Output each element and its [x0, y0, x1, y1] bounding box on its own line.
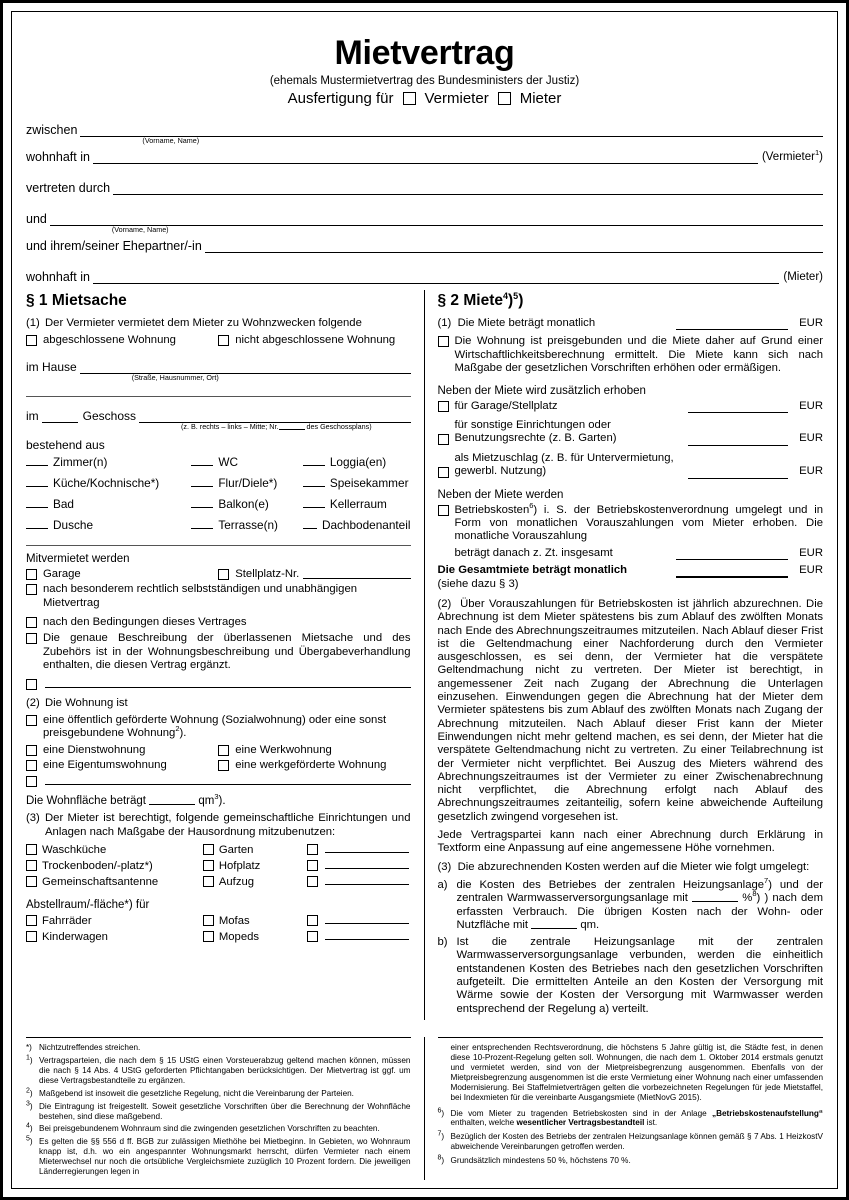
footnote-ref-3: 3	[214, 792, 219, 802]
room-label: Balkon(e)	[218, 496, 269, 511]
footnote-mark: $^4$)	[26, 1122, 33, 1134]
footnote-item	[26, 1043, 411, 1053]
option-gemeinschaftsantenne[interactable]	[26, 875, 203, 889]
label-im-hause: im Hause	[26, 359, 77, 374]
option-betriebskosten[interactable]	[438, 500, 824, 544]
column-left	[26, 290, 425, 1020]
checkbox-gemeinschaft-freitext-2[interactable]	[307, 860, 318, 871]
label-nicht-abgeschlossene-wohnung: nicht abgeschlossene Wohnung	[235, 334, 396, 347]
input-wohnung-freitext[interactable]	[45, 774, 411, 785]
option-aufzug[interactable]	[203, 875, 307, 889]
copy-label: Ausfertigung für	[287, 90, 394, 107]
label-eigener-mietvertrag: nach besonderem rechtlich selbstständigen und unabhängigen Mietvertrag	[43, 583, 358, 609]
room-kellerraum[interactable]	[303, 497, 411, 512]
tag-mieter: (Mieter)	[783, 271, 823, 283]
footnote-text: Maßgebend ist insoweit die gesetzliche Regelung, nicht die Vereinbarung der Parteien.	[39, 1088, 354, 1098]
checkbox-abstell-freitext-1[interactable]	[307, 915, 318, 926]
label-stellplatz: Stellplatz-Nr.	[235, 567, 300, 580]
room-label: Bad	[53, 496, 74, 511]
input-room-count	[26, 521, 48, 529]
input-zwischen[interactable]	[80, 123, 823, 145]
paragraph-number-1: (1)	[26, 317, 40, 329]
label-kinderwagen: Kinderwagen	[42, 931, 108, 944]
checkbox-wohnung-freitext[interactable]	[26, 776, 37, 787]
option-preisgebunden[interactable]	[438, 335, 824, 375]
label-fahrraeder: Fahrräder	[42, 915, 92, 928]
input-abstell-freitext-1[interactable]	[325, 914, 409, 924]
room-loggia[interactable]	[303, 455, 411, 470]
input-geschoss-lage[interactable]	[139, 409, 410, 431]
footnote-text: Die Eintragung ist freigestellt. Soweit gesetzliche Vorschriften über die Berechnung der Wohnfläche bestehen, sind diese maßgebend.	[39, 1101, 411, 1121]
option-nicht-abgeschlossene-wohnung[interactable]	[218, 334, 410, 347]
mitvermietet-garage-row	[26, 568, 411, 581]
checkbox-vermieter[interactable]	[403, 92, 416, 105]
unit-qm: qm	[198, 795, 215, 808]
label-neben-miete-erhoben: Neben der Miete wird zusätzlich erhoben	[437, 384, 646, 397]
room-wc[interactable]	[191, 455, 303, 470]
paragraph-text-2: Die Wohnung ist	[45, 696, 128, 709]
checkbox-mopeds[interactable]	[203, 931, 214, 942]
option-werkwohnung[interactable]	[218, 744, 410, 757]
section2-item-a	[437, 876, 824, 932]
checkbox-mofas[interactable]	[203, 915, 214, 926]
input-room-count	[303, 521, 317, 529]
footnote-mark: $^3$)	[26, 1099, 33, 1111]
section2-paragraph-2b: Jede Vertragspartei kann nach einer Abrechnung durch Erklärung in Textform eine Anpassung auf eine angemessene Höhe vornehmen.	[437, 829, 823, 855]
input-warmwasser-prozent[interactable]	[692, 893, 738, 902]
two-column-body	[26, 290, 823, 1020]
label-abstellraum: Abstellraum/-fläche*) für	[26, 899, 150, 912]
currency-eur: EUR	[799, 432, 823, 445]
field-wohnhaft-mieter	[26, 264, 823, 284]
divider-adresse	[26, 396, 411, 397]
currency-eur: EUR	[799, 546, 823, 559]
label-sozialwohnung: eine öffentlich geförderte Wohnung (Sozialwohnung) oder eine sonst preisgebundene Wohnung$^2$).	[43, 713, 387, 740]
currency-eur: EUR	[799, 399, 823, 412]
checkbox-trockenboden[interactable]	[26, 860, 37, 871]
room-label: Loggia(en)	[329, 454, 387, 469]
input-miete-monatlich[interactable]	[676, 318, 788, 330]
checkbox-gemeinschaftsantenne[interactable]	[26, 876, 37, 887]
wohnung-type-options	[26, 334, 411, 347]
footnote-item	[26, 1099, 411, 1122]
checkbox-mitvermietet-freitext[interactable]	[26, 679, 37, 690]
field-wohnflaeche: Die Wohnfläche beträgt $qm^3$).	[26, 792, 226, 808]
room-dachboden[interactable]	[303, 518, 411, 533]
hint-zwischen: (Vorname, Name)	[142, 136, 200, 145]
label-hofplatz: Hofplatz	[218, 860, 261, 873]
label-vertreten-durch: vertreten durch	[26, 181, 111, 195]
label-und: und	[26, 212, 47, 226]
option-abstell-freitext-2[interactable]	[307, 930, 411, 944]
footnote-text: Nichtzutreffendes streichen.	[39, 1043, 141, 1053]
field-miete-monatlich	[438, 317, 824, 330]
currency-eur: EUR	[799, 465, 823, 478]
label-ehepartner: und ihrem/seiner Ehepartner/-in	[26, 239, 202, 253]
input-room-count	[191, 458, 213, 466]
label-werkgefoerderte-wohnung: eine werkgeförderte Wohnung	[235, 759, 387, 772]
input-garage-stellplatz-betrag[interactable]	[688, 401, 788, 413]
footnote-mark: $^1$)	[26, 1054, 33, 1066]
label-abgeschlossene-wohnung: abgeschlossene Wohnung	[43, 334, 176, 347]
footnotes-columns	[26, 1037, 823, 1180]
room-label: Dachbodenanteil	[321, 517, 411, 532]
field-ehepartner	[26, 233, 823, 253]
checkbox-werkwohnung[interactable]	[218, 745, 229, 756]
option-abgeschlossene-wohnung[interactable]	[26, 334, 218, 347]
footnote-mark	[438, 1043, 451, 1102]
copy-option-vermieter: Vermieter	[424, 90, 489, 107]
rooms-row	[26, 455, 411, 470]
item-label-b: b)	[437, 936, 448, 949]
footnote-text: Bezüglich der Kosten des Betriebs der zentralen Heizungsanlage können gemäß § 7 Abs. 1 HeizkostV abweichende Vereinbarungen getroffen werden.	[450, 1132, 823, 1152]
label-mietzuschlag: als Mietzuschlag (z. B. für Untervermietung, gewerbl. Nutzung)	[454, 451, 674, 478]
option-eigentumswohnung[interactable]	[26, 759, 218, 772]
hint-geschoss: (z. B. rechts – links – Mitte; Nr. des Geschossplans)	[181, 421, 372, 431]
label-wohnflaeche: Die Wohnfläche beträgt	[26, 795, 146, 808]
field-vertreten-durch	[26, 175, 823, 195]
input-room-count	[26, 479, 48, 487]
room-label: Zimmer(n)	[53, 454, 108, 469]
option-waschkueche[interactable]	[26, 843, 203, 857]
option-gemeinschaft-freitext-2[interactable]	[307, 859, 411, 873]
paragraph-text-3: Der Mieter ist berechtigt, folgende gemeinschaftliche Einrichtungen und Anlagen nach Maßgabe der Hausordnung mitzubenutzen:	[45, 812, 411, 838]
option-mitvermietet-freitext[interactable]	[26, 677, 411, 690]
footnote-mark: $^5$)	[26, 1135, 33, 1147]
footnote-mark: $^6$)	[437, 1106, 445, 1118]
checkbox-abstell-freitext-2[interactable]	[307, 931, 318, 942]
label-im: im	[26, 408, 39, 423]
option-stellplatz[interactable]	[218, 568, 410, 581]
footnote-text-betriebskosten: Die vom Mieter zu tragenden Betriebskosten sind in der Anlage „Betriebskostenaufstellung“ enthalten, welche wesentlicher Vertragsbestandteil ist.	[450, 1108, 823, 1128]
checkbox-nicht-abgeschlossene-wohnung[interactable]	[218, 335, 229, 346]
checkbox-preisgebunden[interactable]	[438, 336, 449, 347]
section2-paragraph-3: (3) Die abzurechnenden Kosten werden auf die Mieter wie folgt umgelegt:	[437, 860, 810, 873]
rooms-grid	[26, 455, 411, 533]
field-zwischen	[26, 117, 823, 145]
field-gesamtmiete	[438, 564, 824, 577]
input-sonstige-einrichtungen-betrag[interactable]	[688, 434, 788, 446]
checkbox-sozialwohnung[interactable]	[26, 715, 37, 726]
input-ehepartner[interactable]	[205, 239, 823, 253]
label-preisgebunden: Die Wohnung ist preisgebunden und die Miete daher auf Grund einer Wirtschaftlichkeitsberechnung ermittelt. Die Miete kann sich nach Maßgabe der gesetzlichen Vorschriften erhöhen oder ermäßigen.	[454, 335, 823, 375]
footnote-mark: *)	[26, 1043, 32, 1053]
item-label-a: a)	[437, 878, 448, 891]
input-room-count	[191, 500, 213, 508]
label-garten: Garten	[218, 844, 254, 857]
note-gesamtmiete: (siehe dazu § 3)	[437, 577, 519, 590]
checkbox-stellplatz[interactable]	[218, 569, 229, 580]
footnote-item	[438, 1132, 824, 1152]
footnote-item	[437, 1106, 824, 1129]
label-wohnhaft-1: wohnhaft in	[26, 150, 90, 164]
gemeinschaft-row-3	[26, 875, 411, 889]
input-gemeinschaft-freitext-3[interactable]	[325, 875, 409, 885]
input-vertreten-durch[interactable]	[113, 181, 823, 195]
room-label: Küche/Kochnische*)	[53, 475, 160, 490]
input-mitvermietet-freitext[interactable]	[45, 677, 411, 688]
checkbox-gemeinschaft-freitext-1[interactable]	[307, 844, 318, 855]
section1-paragraph-1	[26, 317, 411, 330]
room-label: Terrasse(n)	[218, 517, 278, 532]
option-hofplatz[interactable]	[203, 859, 307, 873]
option-garten[interactable]	[203, 843, 307, 857]
room-zimmer[interactable]	[26, 455, 191, 470]
input-abstell-freitext-2[interactable]	[325, 930, 409, 940]
checkbox-mieter[interactable]	[498, 92, 511, 105]
gemeinschaft-row-2	[26, 859, 411, 873]
abstellraum-row-1	[26, 914, 411, 928]
input-wohnflaeche[interactable]	[149, 796, 195, 805]
checkbox-abgeschlossene-wohnung[interactable]	[26, 335, 37, 346]
room-label: Flur/Diele*)	[218, 475, 278, 490]
option-bedingungen-vertrag[interactable]	[26, 616, 411, 629]
label-aufzug: Aufzug	[218, 876, 255, 889]
checkbox-fahrraeder[interactable]	[26, 915, 37, 926]
field-wohnhaft-vermieter	[26, 144, 823, 164]
checkbox-sonstige-einrichtungen[interactable]	[438, 434, 449, 445]
option-dienstwohnung[interactable]	[26, 744, 218, 757]
checkbox-eigener-mietvertrag[interactable]	[26, 584, 37, 595]
footnote-divider-left	[26, 1037, 411, 1038]
label-betriebskosten: Betriebskosten$^6$) i. S. der Betriebskostenverordnung umgelegt und in Form von monatlichen Vorauszahlungen vom Mieter erhoben. Die monatliche Vorauszahlung	[454, 500, 823, 543]
input-room-count	[191, 521, 213, 529]
input-gemeinschaft-freitext-1[interactable]	[325, 843, 409, 853]
rooms-row	[26, 518, 411, 533]
section1-paragraph-3	[26, 812, 411, 839]
tag-vermieter: (Vermieter$^1$)	[761, 148, 823, 163]
abstellraum-row-2	[26, 930, 411, 944]
room-dusche[interactable]	[26, 518, 191, 533]
label-eigentumswohnung: eine Eigentumswohnung	[43, 759, 167, 772]
footnotes-right	[425, 1037, 824, 1180]
footnote-item	[26, 1124, 411, 1134]
input-room-count	[303, 458, 325, 466]
checkbox-aufzug[interactable]	[203, 876, 214, 887]
footnote-text: Grundsätzlich mindestens 50 %, höchstens 70 %.	[450, 1156, 631, 1166]
room-balkon[interactable]	[191, 497, 303, 512]
label-garage-stellplatz: für Garage/Stellplatz	[454, 399, 558, 412]
footnote-item	[26, 1056, 411, 1086]
input-wohnhaft-vermieter[interactable]	[93, 150, 758, 164]
label-gesamtmiete: Die Gesamtmiete beträgt monatlich	[437, 564, 628, 577]
option-gemeinschaft-freitext-1[interactable]	[307, 843, 411, 857]
page-subtitle: (ehemals Mustermietvertrag des Bundesministers der Justiz)	[269, 75, 580, 87]
input-gesamtmiete-betrag[interactable]	[676, 565, 788, 578]
section-1-heading: § 1 Mietsache	[26, 292, 127, 309]
label-werkwohnung: eine Werkwohnung	[235, 743, 332, 756]
gemeinschaft-row-1	[26, 843, 411, 857]
footnote-mark: $^7$)	[437, 1130, 445, 1142]
field-im-hause	[26, 354, 411, 382]
input-room-count	[303, 500, 325, 508]
input-mietzuschlag-betrag[interactable]	[688, 467, 788, 479]
rooms-row	[26, 497, 411, 512]
checkbox-dienstwohnung[interactable]	[26, 745, 37, 756]
option-mopeds[interactable]	[203, 930, 307, 944]
label-wohnungsbeschreibung: Die genaue Beschreibung der überlassenen Mietsache und des Zubehörs ist in der Wohnungsbeschreibung und Übergabeverhandlung enthalten, die diesen Vertrag ergänzt.	[43, 632, 411, 672]
paragraph-number-3: (3)	[26, 812, 40, 825]
footnote-mark: $^8$)	[437, 1154, 445, 1166]
input-room-count	[191, 479, 213, 487]
checkbox-garage-stellplatz[interactable]	[438, 401, 449, 412]
input-geschoss-nummer[interactable]	[42, 414, 78, 423]
hint-im-hause: (Straße, Hausnummer, Ort)	[131, 372, 219, 382]
field-geschoss	[26, 403, 411, 431]
paragraph-text-1: Der Vermieter vermietet dem Mieter zu Wohnzwecken folgende	[45, 317, 362, 329]
checkbox-betriebskosten[interactable]	[438, 505, 449, 516]
page-title: Mietvertrag	[334, 34, 515, 72]
label-gemeinschaftsantenne: Gemeinschaftsantenne	[42, 876, 159, 889]
room-speisekammer[interactable]	[303, 476, 411, 491]
input-vorauszahlung-betrag[interactable]	[676, 548, 788, 560]
label-bedingungen-vertrag: nach den Bedingungen dieses Vertrages	[43, 615, 247, 628]
field-vorauszahlung-gesamt	[438, 547, 824, 560]
field-und	[26, 206, 823, 234]
input-stellplatz-nr[interactable]	[303, 568, 410, 579]
option-werkgefoerderte-wohnung[interactable]	[218, 759, 410, 772]
footnote-item	[26, 1089, 411, 1099]
rooms-row	[26, 476, 411, 491]
input-nutzflaeche-qm[interactable]	[531, 920, 577, 929]
room-label: Dusche	[53, 517, 93, 532]
option-garage[interactable]	[26, 568, 218, 581]
input-gemeinschaft-freitext-2[interactable]	[325, 859, 409, 869]
option-sozialwohnung[interactable]	[26, 714, 411, 741]
label-neben-miete-werden: Neben der Miete werden	[437, 488, 564, 501]
footnote-divider-right	[438, 1037, 824, 1038]
section-2-heading: § 2 Miete$^4$)$^5$)	[437, 290, 524, 309]
label-wohnhaft-2: wohnhaft in	[26, 270, 90, 284]
room-bad[interactable]	[26, 497, 191, 512]
item-text-a: die Kosten des Betriebes der zentralen Heizungsanlage$^7$) und der zentralen Warmwasserversorgungsanlage mit %$^8$) ) nach dem erfassten Verbrauch. Die übrigen Kosten nach der Wohn- oder Nutzfläche mit qm.	[456, 876, 824, 931]
party-fields	[26, 117, 823, 284]
wohnung-art-row-2	[26, 759, 411, 772]
checkbox-hofplatz[interactable]	[203, 860, 214, 871]
wohnung-art-row-1	[26, 744, 411, 757]
footnote-text: Bei preisgebundenem Wohnraum sind die zwingenden gesetzlichen Vorschriften zu beachten.	[39, 1124, 380, 1134]
label-mopeds: Mopeds	[218, 931, 260, 944]
column-right	[425, 290, 824, 1020]
footnote-item	[26, 1137, 411, 1177]
option-gemeinschaft-freitext-3[interactable]	[307, 875, 411, 889]
input-im-hause[interactable]	[80, 360, 411, 382]
checkbox-garage[interactable]	[26, 569, 37, 580]
label-sonstige-einrichtungen: für sonstige Einrichtungen oder Benutzungsrechte (z. B. Garten)	[454, 419, 617, 445]
room-label: Kellerraum	[329, 496, 387, 511]
room-label: Speisekammer	[329, 475, 409, 490]
label-geschoss: Geschoss	[82, 408, 137, 423]
paragraph-number-2: (2)	[26, 696, 40, 709]
checkbox-bedingungen-vertrag[interactable]	[26, 617, 37, 628]
label-bestehend-aus: bestehend aus	[26, 437, 105, 452]
footnote-text: einer entsprechenden Rechtsverordnung, die höchstens 5 Jahre gültig ist, die Städte fest, in denen diese 10-Prozent-Regelung gelten soll. Wohnungen, die nach dem 1. Oktober 2014 erstmals genutzt und vermietet werden, sind von der Mietpreisbegrenzung ausgenommen. Ebenfalls von der Mietpreisbegrenzung ausgenommen ist die erste Vermietung einer Wohnung nach einer umfassenden Modernisierung. Bei Staffelmietverträgen gelten die vorbezeichneten Regelungen für jede Mietstaffel, bei Indexmieten für die vereinbarte Ausgangsmiete (MietNovG 2015).	[450, 1043, 823, 1102]
option-wohnung-freitext[interactable]	[26, 774, 411, 787]
checkbox-eigentumswohnung[interactable]	[26, 760, 37, 771]
label-miete-monatlich: (1) Die Miete beträgt monatlich	[437, 317, 596, 329]
label-dienstwohnung: eine Dienstwohnung	[43, 743, 146, 756]
label-vorauszahlung-gesamt: beträgt danach z. Zt. insgesamt	[454, 546, 613, 559]
label-waschkueche: Waschküche	[42, 844, 107, 857]
checkbox-garten[interactable]	[203, 844, 214, 855]
section1-paragraph-2	[26, 697, 411, 710]
footnote-item	[438, 1156, 824, 1166]
option-abstell-freitext-1[interactable]	[307, 914, 411, 928]
checkbox-waschkueche[interactable]	[26, 844, 37, 855]
field-mietzuschlag	[438, 452, 824, 479]
option-kinderwagen[interactable]	[26, 930, 203, 944]
label-garage: Garage	[43, 567, 81, 580]
checkbox-werkgefoerderte-wohnung[interactable]	[218, 760, 229, 771]
input-wohnhaft-mieter[interactable]	[93, 270, 779, 284]
footnotes-area	[26, 1037, 823, 1180]
checkbox-kinderwagen[interactable]	[26, 931, 37, 942]
copy-selector	[26, 90, 823, 107]
page-inner-border	[11, 11, 838, 1189]
footnote-mark: $^2$)	[26, 1087, 33, 1098]
label-mitvermietet: Mitvermietet werden	[26, 552, 130, 565]
option-fahrraeder[interactable]	[26, 914, 203, 928]
input-room-count	[303, 479, 325, 487]
label-mofas: Mofas	[218, 915, 250, 928]
option-eigener-mietvertrag[interactable]	[26, 583, 411, 610]
option-trockenboden[interactable]	[26, 859, 203, 873]
divider-rooms	[26, 545, 411, 546]
option-wohnungsbeschreibung[interactable]	[26, 632, 411, 672]
currency-eur: EUR	[799, 317, 823, 329]
currency-eur: EUR	[799, 564, 823, 577]
copy-option-mieter: Mieter	[519, 90, 562, 107]
field-sonstige-einrichtungen	[438, 419, 824, 446]
checkbox-gemeinschaft-freitext-3[interactable]	[307, 876, 318, 887]
room-terrasse[interactable]	[191, 518, 303, 533]
footnote-text: Es gelten die §§ 556 d ff. BGB zur zulässigen Miethöhe bei Mietbeginn. In Gebieten, wo Wohnraum knapp ist, d.h. wo ein angespannter Wohnungsmarkt herrscht, dürfen Vermieter nach einem Mieterwechsel nur noch die ortsübliche Vergleichsmiete zuzüglich 10 Prozent fordern. Die jeweiligen Länderregierungen legen in	[39, 1137, 411, 1177]
label-trockenboden: Trockenboden/-platz*)	[42, 860, 153, 873]
hint-und: (Vorname, Name)	[111, 225, 169, 234]
label-zwischen: zwischen	[26, 123, 78, 137]
footnotes-left	[26, 1037, 425, 1180]
page-content	[12, 12, 837, 1188]
option-mofas[interactable]	[203, 914, 307, 928]
checkbox-wohnungsbeschreibung[interactable]	[26, 633, 37, 644]
checkbox-mietzuschlag[interactable]	[438, 467, 449, 478]
footnote-item	[438, 1043, 824, 1102]
input-room-count	[26, 458, 48, 466]
item-text-b: Ist die zentrale Heizungsanlage mit der zentralen Warmwasserversorgungsanlage verbunden, werden die einheitlich entstandenen Kosten des Betriebes nach den gesetzlichen Vorschriften aufgeteilt. Die ermittelten Anteile an den Kosten der Versorgung mit Wärme sowie der Kosten der Versorgung mit Warmwasser werden entsprechend der Regelung a) verteilt.	[456, 936, 823, 1015]
field-garage-stellplatz	[438, 400, 824, 413]
input-und[interactable]	[50, 212, 823, 234]
footnote-text: Vertragsparteien, die nach dem § 15 UStG einen Vorsteuerabzug geltend machen können, müssen die nach § 14 Abs. 4 UStG geforderten Pflichtangaben berücksichtigen. Der Mietvertrag ist ggf. um diese Vertragsbestandteile zu ergänzen.	[39, 1056, 411, 1085]
input-room-count	[26, 500, 48, 508]
room-flur[interactable]	[191, 476, 303, 491]
section2-paragraph-2: (2) Über Vorauszahlungen für Betriebskosten ist jährlich abzurechnen. Die Abrechnung ist dem Mieter spätestens bis zum Ablauf des zwölften Monats nach Ende des Abrechnungszeitraumes mitzuteilen. Nach Ablauf dieser Frist ist die Geltendmachung einer Nachforderung durch den Vermieter ausgeschlossen, es sei denn, der Vermieter hat die verspätete Geltendmachung nicht zu vertreten. Der Mieter ist berechtigt, in angemessener Zeit nach Zugang der Abrechnung die Unterlagen einzusehen. Einwendungen gegen die Abrechnung hat der Mieter dem Vermieter spätestens bis zum Ablauf des zwölften Monats nach Zugang der Abrechnung mitzuteilen. Nach Ablauf dieser Frist kann der Mieter Einwendungen nicht mehr geltend machen, es sei denn, der Mieter hat die verspätete Geltendmachung nicht zu vertreten. Zu einer Teilabrechnung ist der Vermieter nicht verpflichtet. Bei Auszug des Mieters während des Abrechnungszeitraumes ist der Vermieter zu einer Zwischenabrechnung nicht verpflichtet, die Abrechnung erfolgt nach Ablauf des Abrechnungszeitraumes zeitanteilig, sofern keine abweichende Aufteilung gesetzlich zwingend vorgesehen ist.	[437, 597, 824, 823]
section2-item-b	[438, 936, 824, 1016]
room-kueche[interactable]	[26, 476, 191, 491]
room-label: WC	[218, 454, 238, 469]
